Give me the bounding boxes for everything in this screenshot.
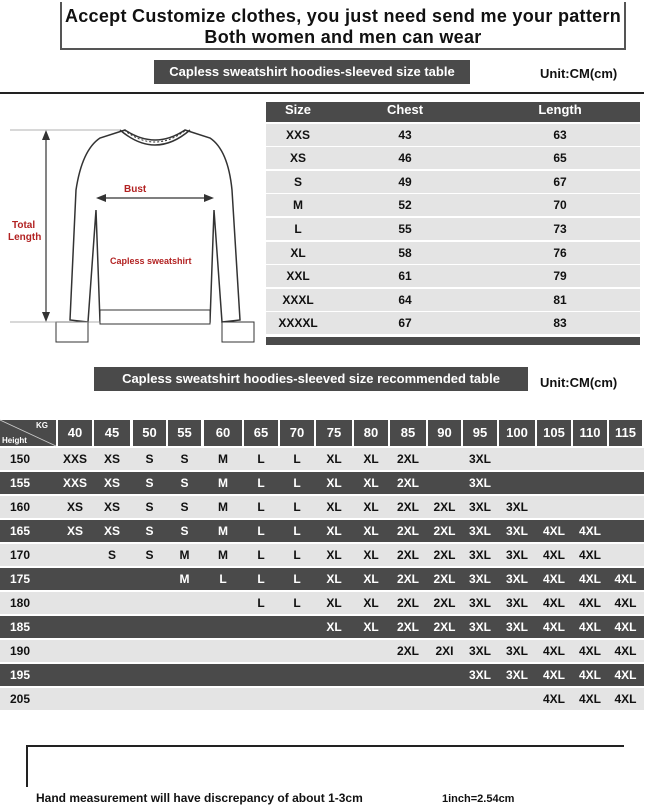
size-table-banner: Capless sweatshirt hoodies-sleeved size table (154, 60, 470, 84)
size-table-footer-bar (266, 337, 640, 345)
size-recommendation-cell: 2XL (396, 452, 419, 466)
chest-cell: 58 (398, 245, 412, 260)
size-cell: S (293, 174, 302, 189)
length-cell: 67 (553, 174, 567, 189)
size-recommendation-cell: L (293, 524, 301, 538)
footer-frame (26, 745, 624, 805)
size-recommendation-cell: 4XL (578, 596, 601, 610)
size-recommendation-cell: L (293, 476, 301, 490)
size-recommendation-cell: 4XL (542, 524, 565, 538)
height-cell: 155 (10, 476, 31, 490)
size-recommendation-cell: 4XL (614, 596, 637, 610)
size-recommendation-cell: XL (363, 548, 379, 562)
height-label: Height (2, 436, 27, 445)
size-recommendation-cell: M (179, 548, 190, 562)
table-row (0, 640, 644, 662)
size-recommendation-cell: L (257, 500, 265, 514)
table-row (0, 472, 644, 494)
length-cell: 79 (553, 269, 567, 284)
height-cell: 175 (10, 572, 31, 586)
chest-cell: 64 (398, 292, 412, 307)
size-recommendation-cell: 3XL (505, 596, 528, 610)
chest-cell: 61 (398, 269, 412, 284)
size-table-header (266, 102, 640, 122)
size-recommendation-cell: XL (326, 452, 342, 466)
size-recommendation-cell: XL (326, 548, 342, 562)
size-recommendation-cell: 2XL (396, 620, 419, 634)
size-recommendation-cell: 2XL (396, 476, 419, 490)
recommended-rows (0, 448, 644, 710)
length-cell: 70 (553, 198, 567, 213)
size-recommendation-cell: XXS (62, 452, 87, 466)
size-recommendation-cell: 4XL (578, 572, 601, 586)
col-size: Size (284, 102, 311, 117)
size-recommendation-cell: 3XL (468, 500, 491, 514)
size-cell: M (293, 198, 303, 213)
size-recommendation-cell: 4XL (542, 572, 565, 586)
size-recommendation-cell: M (218, 452, 228, 466)
chest-cell: 52 (398, 198, 412, 213)
size-recommendation-cell: 4XL (578, 548, 601, 562)
size-recommendation-cell: 4XL (578, 692, 601, 706)
height-cell: 185 (10, 620, 31, 634)
recommended-table (0, 420, 644, 710)
size-recommendation-cell: 4XL (614, 692, 637, 706)
size-recommendation-cell: L (257, 572, 265, 586)
size-recommendation-cell: 2XL (433, 548, 456, 562)
chest-cell: 43 (398, 127, 412, 142)
weight-header: 65 (244, 420, 278, 446)
size-recommendation-cell: 4XL (542, 548, 565, 562)
table-row (266, 124, 640, 146)
size-recommendation-cell: S (180, 452, 189, 466)
weight-header: 110 (573, 420, 607, 446)
table-row (266, 171, 640, 193)
weight-header: 50 (133, 420, 166, 446)
size-recommendation-cell: 2XL (396, 572, 419, 586)
size-recommendation-cell: 3XL (468, 476, 491, 490)
height-cell: 170 (10, 548, 31, 562)
size-recommendation-cell: 4XL (614, 644, 637, 658)
total-label-1: Total (12, 220, 36, 231)
weight-header: 75 (316, 420, 352, 446)
table-row (266, 218, 640, 240)
table-row (0, 616, 644, 638)
size-recommendation-cell: XL (363, 476, 379, 490)
chest-cell: 46 (398, 151, 412, 166)
size-recommendation-cell: 2XL (433, 572, 456, 586)
recommended-unit: Unit:CM(cm) (540, 375, 618, 390)
size-recommendation-cell: L (293, 596, 301, 610)
weight-header: 45 (94, 420, 130, 446)
size-recommendation-cell: XS (66, 524, 83, 538)
size-recommendation-cell: 3XL (468, 572, 491, 586)
size-recommendation-cell: M (179, 572, 190, 586)
table-row (0, 544, 644, 566)
height-cell: 165 (10, 524, 31, 538)
size-cell: XXL (286, 269, 310, 284)
size-recommendation-cell: 3XL (468, 596, 491, 610)
size-recommendation-cell: 3XL (468, 548, 491, 562)
size-cell: XXXL (282, 292, 314, 307)
weight-header: 85 (390, 420, 426, 446)
size-recommendation-cell: S (145, 500, 154, 514)
total-label-2: Length (8, 232, 42, 243)
size-recommendation-cell: 4XL (542, 668, 565, 682)
table-row (266, 242, 640, 264)
height-cell: 160 (10, 500, 31, 514)
header-line-2: Both women and men can wear (204, 27, 482, 47)
size-cell: L (294, 221, 302, 236)
size-recommendation-cell: S (145, 476, 154, 490)
table-row (266, 265, 640, 287)
table-row (266, 147, 640, 169)
size-recommendation-cell: S (180, 476, 189, 490)
length-cell: 83 (553, 316, 567, 331)
size-recommendation-cell: 4XL (542, 692, 565, 706)
size-recommendation-cell: 4XL (578, 524, 601, 538)
size-recommendation-cell: L (219, 572, 227, 586)
chest-cell: 49 (398, 174, 412, 189)
size-recommendation-cell: XL (326, 620, 342, 634)
size-recommendation-cell: XL (363, 452, 379, 466)
size-recommendation-cell: M (218, 476, 228, 490)
table-row (266, 194, 640, 216)
garment-label: Capless sweatshirt (110, 256, 192, 266)
length-cell: 63 (553, 127, 567, 142)
size-recommendation-cell: XXS (62, 476, 87, 490)
size-recommendation-cell: 2XI (435, 644, 454, 658)
size-recommendation-cell: 2XL (433, 524, 456, 538)
size-recommendation-cell: XL (363, 596, 379, 610)
size-recommendation-cell: 2XL (396, 524, 419, 538)
size-recommendation-cell: 3XL (468, 620, 491, 634)
size-cell: XXS (285, 127, 310, 142)
size-recommendation-cell: XL (326, 476, 342, 490)
height-cell: 205 (10, 692, 31, 706)
footer-conversion: 1inch=2.54cm (442, 793, 515, 805)
size-recommendation-cell: L (293, 500, 301, 514)
size-recommendation-cell: 4XL (614, 668, 637, 682)
size-recommendation-cell: S (145, 524, 154, 538)
size-recommendation-cell: 4XL (578, 644, 601, 658)
size-recommendation-cell: 4XL (542, 620, 565, 634)
weight-header: 40 (58, 420, 92, 446)
table-row (0, 496, 644, 518)
size-recommendation-cell: 4XL (578, 620, 601, 634)
table-row (0, 568, 644, 590)
height-cell: 150 (10, 452, 31, 466)
size-recommendation-cell: S (145, 452, 154, 466)
size-recommendation-cell: XL (363, 524, 379, 538)
weight-header: 115 (609, 420, 642, 446)
size-recommendation-cell: 3XL (468, 644, 491, 658)
size-cell: XS (289, 151, 306, 166)
weight-header: 55 (168, 420, 201, 446)
recommended-header (0, 420, 644, 446)
size-recommendation-cell: L (293, 452, 301, 466)
table-row (266, 312, 640, 334)
height-cell: 190 (10, 644, 31, 658)
size-recommendation-cell: 2XL (433, 596, 456, 610)
size-recommendation-cell: XS (103, 500, 120, 514)
size-recommendation-cell: 2XL (396, 596, 419, 610)
size-recommendation-cell: 3XL (468, 668, 491, 682)
table-row (0, 688, 644, 710)
col-chest: Chest (386, 102, 424, 117)
size-recommendation-cell: 4XL (542, 644, 565, 658)
table-row (266, 289, 640, 311)
height-cell: 195 (10, 668, 31, 682)
size-recommendation-cell: L (257, 548, 265, 562)
size-recommendation-cell: XL (326, 524, 342, 538)
size-recommendation-cell: XL (363, 572, 379, 586)
size-recommendation-cell: 2XL (396, 548, 419, 562)
size-recommendation-cell: XL (326, 500, 342, 514)
size-recommendation-cell: XS (103, 524, 120, 538)
sweatshirt-illustration (0, 100, 260, 360)
size-recommendation-cell: 2XL (433, 620, 456, 634)
size-recommendation-cell: L (257, 524, 265, 538)
table-row (0, 520, 644, 542)
length-cell: 81 (553, 292, 567, 307)
size-recommendation-cell: 4XL (614, 620, 637, 634)
size-recommendation-cell: 3XL (505, 500, 528, 514)
size-table (266, 102, 640, 345)
chest-cell: 67 (398, 316, 412, 331)
weight-header: 60 (204, 420, 242, 446)
size-recommendation-cell: 3XL (505, 644, 528, 658)
size-recommendation-cell: XL (363, 500, 379, 514)
size-recommendation-cell: 2XL (433, 500, 456, 514)
size-recommendation-cell: S (145, 548, 154, 562)
weight-header: 105 (537, 420, 571, 446)
footer-note: Hand measurement will have discrepancy of about 1-3cm (36, 791, 363, 805)
size-recommendation-cell: XS (103, 476, 120, 490)
divider (0, 92, 644, 94)
length-cell: 73 (553, 221, 567, 236)
size-recommendation-cell: M (218, 524, 228, 538)
size-recommendation-cell: M (218, 548, 228, 562)
size-recommendation-cell: 2XL (396, 644, 419, 658)
size-recommendation-cell: 2XL (396, 500, 419, 514)
size-recommendation-cell: XS (66, 500, 83, 514)
size-recommendation-cell: 3XL (505, 572, 528, 586)
size-recommendation-cell: XS (103, 452, 120, 466)
table-row (0, 664, 644, 686)
size-recommendation-cell: 3XL (505, 548, 528, 562)
size-recommendation-cell: 4XL (614, 572, 637, 586)
weight-header: 100 (499, 420, 535, 446)
weight-header: 80 (354, 420, 388, 446)
size-recommendation-cell: 3XL (505, 524, 528, 538)
size-recommendation-cell: 3XL (505, 620, 528, 634)
height-cell: 180 (10, 596, 31, 610)
size-recommendation-cell: 3XL (468, 452, 491, 466)
col-length: Length (538, 102, 582, 117)
size-recommendation-cell: L (293, 572, 301, 586)
weight-header: 70 (280, 420, 314, 446)
size-recommendation-cell: XL (326, 572, 342, 586)
size-recommendation-cell: 3XL (505, 668, 528, 682)
size-recommendation-cell: L (293, 548, 301, 562)
size-recommendation-cell: S (180, 524, 189, 538)
length-cell: 76 (553, 245, 567, 260)
recommended-banner: Capless sweatshirt hoodies-sleeved size recommended table (94, 367, 528, 391)
size-recommendation-cell: L (257, 476, 265, 490)
size-recommendation-cell: 3XL (468, 524, 491, 538)
size-recommendation-cell: S (180, 500, 189, 514)
size-recommendation-cell: XL (326, 596, 342, 610)
kg-label: KG (36, 421, 48, 430)
table-row (0, 592, 644, 614)
weight-header: 95 (463, 420, 497, 446)
size-table-unit: Unit:CM(cm) (540, 66, 618, 81)
length-cell: 65 (553, 151, 567, 166)
size-cell: XXXXL (278, 316, 318, 331)
bust-label: Bust (124, 184, 147, 195)
size-recommendation-cell: 4XL (542, 596, 565, 610)
size-recommendation-cell: 4XL (578, 668, 601, 682)
size-cell: XL (290, 245, 306, 260)
weight-header: 90 (428, 420, 461, 446)
size-recommendation-cell: M (218, 500, 228, 514)
corner-header (0, 420, 56, 446)
header-line-1: Accept Customize clothes, you just need send me your pattern (64, 6, 622, 26)
size-recommendation-cell: XL (363, 620, 379, 634)
chest-cell: 55 (398, 221, 412, 236)
size-recommendation-cell: L (257, 452, 265, 466)
table-row (0, 448, 644, 470)
header-frame (60, 2, 626, 50)
size-recommendation-cell: S (107, 548, 116, 562)
size-recommendation-cell: L (257, 596, 265, 610)
